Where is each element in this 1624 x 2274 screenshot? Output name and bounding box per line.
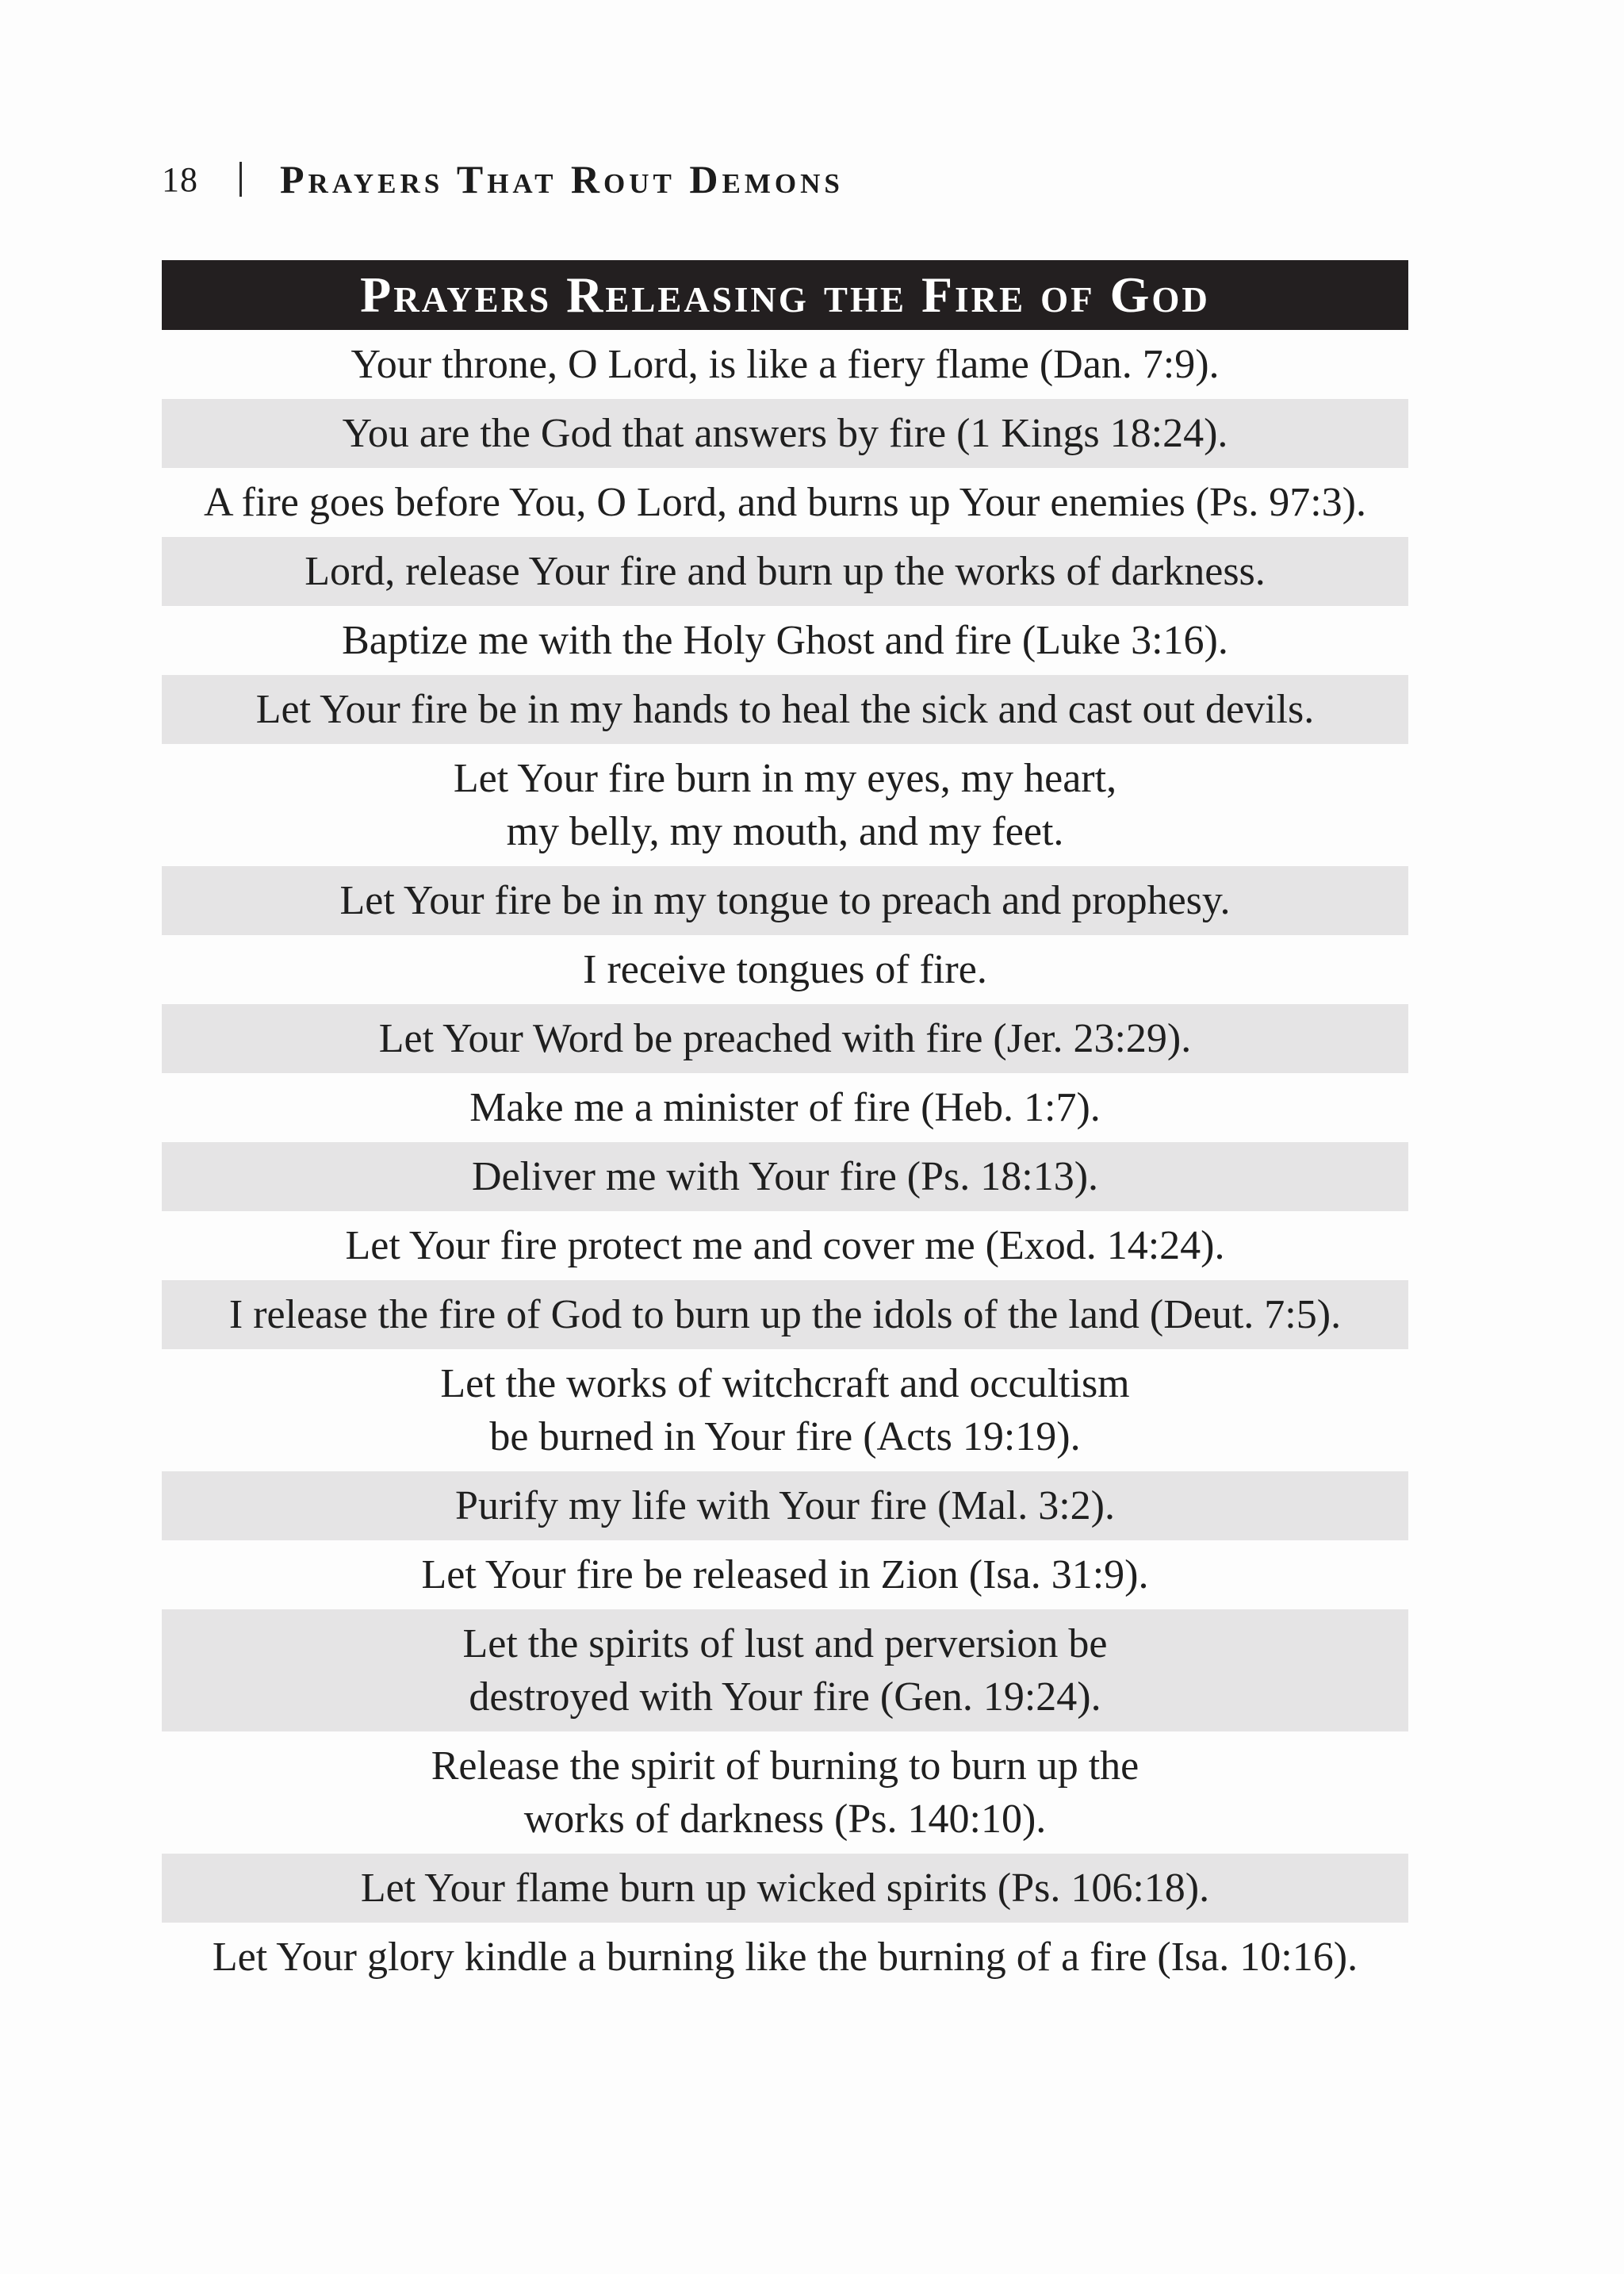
prayer-row (162, 606, 1408, 675)
prayer-row (162, 675, 1408, 744)
prayer-text: Let Your fire be released in Zion (Isa. 31:9). (421, 1552, 1149, 1597)
prayer-text: Deliver me with Your fire (Ps. 18:13). (471, 1154, 1099, 1199)
prayer-text: I receive tongues of fire. (583, 947, 987, 992)
prayer-row (162, 1211, 1408, 1280)
prayer-rows (162, 330, 1408, 1992)
prayer-text: Let Your Word be preached with fire (Jer. 23:29). (378, 1016, 1192, 1061)
prayer-row (162, 1471, 1408, 1540)
prayer-row (162, 744, 1408, 866)
prayer-row (162, 1609, 1408, 1731)
prayer-text: Let Your fire protect me and cover me (Exod. 14:24). (345, 1223, 1225, 1268)
prayer-text: I release the fire of God to burn up the idols of the land (Deut. 7:5). (228, 1292, 1342, 1337)
prayer-row (162, 1349, 1408, 1471)
prayer-row (162, 1540, 1408, 1609)
prayer-text: Let Your flame burn up wicked spirits (Ps. 106:18). (360, 1866, 1210, 1911)
prayer-text: Let Your fire be in my tongue to preach and prophesy. (339, 878, 1231, 923)
prayer-text: Make me a minister of fire (Heb. 1:7). (469, 1085, 1101, 1130)
prayer-text: Let Your glory kindle a burning like the burning of a fire (Isa. 10:16). (212, 1935, 1358, 1980)
table-heading: Prayers Releasing the Fire of God (162, 260, 1408, 330)
page-number: 18 (162, 159, 198, 199)
prayer-row (162, 1731, 1408, 1854)
header-separator (239, 162, 242, 197)
prayer-row (162, 330, 1408, 399)
running-head (162, 148, 844, 211)
prayer-text: You are the God that answers by fire (1 Kings 18:24). (342, 411, 1228, 456)
prayer-row (162, 1923, 1408, 1992)
prayer-row (162, 1004, 1408, 1073)
prayer-row (162, 935, 1408, 1004)
prayer-text: Baptize me with the Holy Ghost and fire (Luke 3:16). (342, 618, 1228, 663)
prayer-text: Your throne, O Lord, is like a fiery flame (Dan. 7:9). (350, 342, 1220, 387)
prayer-text: Purify my life with Your fire (Mal. 3:2). (455, 1483, 1115, 1528)
prayer-row (162, 468, 1408, 537)
prayer-text: Let the spirits of lust and perversion be destroyed with Your fire (Gen. 19:24). (462, 1621, 1108, 1720)
prayer-row (162, 866, 1408, 935)
prayer-table (162, 260, 1408, 1992)
book-title: Prayers That Rout Demons (280, 157, 844, 201)
prayer-text: Lord, release Your fire and burn up the works of darkness. (304, 549, 1266, 594)
prayer-row (162, 1073, 1408, 1142)
prayer-text: Release the spirit of burning to burn up the works of darkness (Ps. 140:10). (431, 1743, 1139, 1842)
prayer-row (162, 1854, 1408, 1923)
prayer-row (162, 537, 1408, 606)
prayer-row (162, 1142, 1408, 1211)
prayer-row (162, 1280, 1408, 1349)
prayer-row (162, 399, 1408, 468)
prayer-text: Let Your fire be in my hands to heal the sick and cast out devils. (255, 687, 1315, 732)
prayer-text: Let Your fire burn in my eyes, my heart, my belly, my mouth, and my feet. (453, 756, 1117, 854)
prayer-text: Let the works of witchcraft and occultism be burned in Your fire (Acts 19:19). (440, 1361, 1130, 1459)
prayer-text: A fire goes before You, O Lord, and burns up Your enemies (Ps. 97:3). (204, 480, 1366, 525)
